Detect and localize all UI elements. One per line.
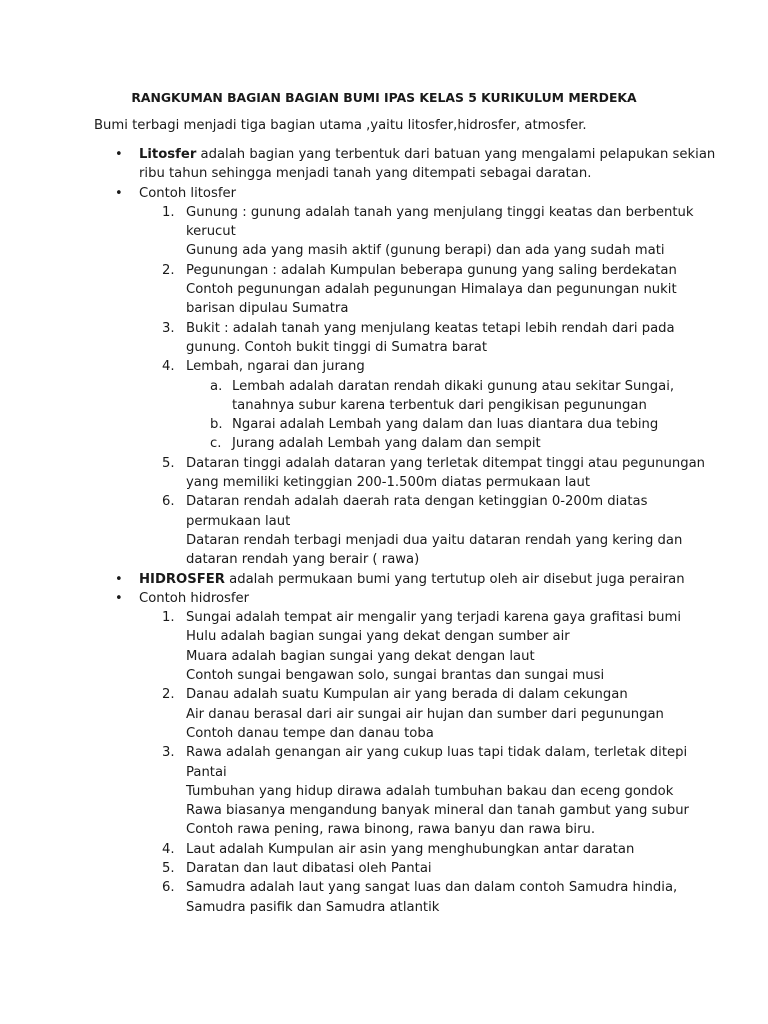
text-line: Dataran tinggi adalah dataran yang terletak ditempat tinggi atau pegunungan bbox=[186, 455, 706, 471]
numbered-item bbox=[0, 878, 678, 917]
text-line: Laut adalah Kumpulan air asin yang menghubungkan antar daratan bbox=[186, 841, 635, 857]
text-line: Gunung ada yang masih aktif (gunung berapi) dan ada yang sudah mati bbox=[186, 243, 665, 259]
text-line: dataran rendah yang berair ( rawa) bbox=[186, 552, 420, 568]
document-content bbox=[0, 145, 768, 917]
text-line: barisan dipulau Sumatra bbox=[186, 301, 349, 317]
text-line: Danau adalah suatu Kumpulan air yang berada di dalam cekungan bbox=[186, 687, 628, 703]
text-line: permukaan laut bbox=[186, 513, 291, 529]
numbered-item bbox=[0, 608, 682, 685]
document-title: RANGKUMAN BAGIAN BAGIAN BUMI IPAS KELAS 5 KURIKULUM MERDEKA bbox=[131, 90, 637, 105]
list-marker: a. bbox=[210, 378, 223, 394]
text-line: Samudra adalah laut yang sangat luas dan dalam contoh Samudra hindia, bbox=[186, 880, 678, 896]
text-line: Gunung : gunung adalah tanah yang menjulang tinggi keatas dan berbentuk bbox=[186, 204, 694, 220]
text-line: Muara adalah bagian sungai yang dekat dengan laut bbox=[186, 648, 535, 664]
text-line: gunung. Contoh bukit tinggi di Sumatra barat bbox=[186, 339, 488, 355]
text-line: Dataran rendah adalah daerah rata dengan ketinggian 0-200m diatas bbox=[186, 494, 648, 510]
text-line: Jurang adalah Lembah yang dalam dan sempit bbox=[232, 436, 541, 452]
list-marker: 1. bbox=[162, 610, 175, 626]
numbered-item bbox=[0, 454, 706, 493]
text-line: Hulu adalah bagian sungai yang dekat dengan sumber air bbox=[186, 629, 570, 645]
list-marker: 3. bbox=[162, 745, 175, 761]
numbered-item bbox=[0, 840, 656, 859]
text-line: ribu tahun sehingga menjadi tanah yang ditempati sebagai daratan. bbox=[139, 166, 592, 182]
list-marker: 2. bbox=[162, 262, 175, 278]
text-line: Tumbuhan yang hidup dirawa adalah tumbuhan bakau dan eceng gondok bbox=[186, 783, 674, 799]
lettered-item bbox=[0, 434, 652, 453]
text-line: Bukit : adalah tanah yang menjulang keatas tetapi lebih rendah dari pada bbox=[186, 320, 675, 336]
list-marker: c. bbox=[210, 436, 222, 452]
text-line: Pantai bbox=[186, 764, 227, 780]
list-marker: b. bbox=[210, 417, 223, 433]
list-marker: 4. bbox=[162, 841, 175, 857]
text-line: tanahnya subur karena terbentuk dari pengikisan pegunungan bbox=[232, 397, 647, 413]
text-line: Contoh sungai bengawan solo, sungai brantas dan sungai musi bbox=[186, 668, 605, 684]
bullet-item bbox=[0, 570, 685, 589]
lettered-item bbox=[0, 377, 675, 416]
list-marker: 3. bbox=[162, 320, 175, 336]
text-line: kerucut bbox=[186, 224, 236, 240]
list-marker: • bbox=[115, 571, 123, 587]
numbered-item bbox=[0, 743, 689, 839]
text-line: Dataran rendah terbagi menjadi dua yaitu dataran rendah yang kering dan bbox=[186, 532, 683, 548]
text-line: Lembah, ngarai dan jurang bbox=[186, 359, 365, 375]
text-line: Contoh hidrosfer bbox=[139, 590, 250, 606]
bold-term: HIDROSFER bbox=[139, 571, 225, 587]
numbered-item bbox=[0, 261, 677, 319]
bullet-item bbox=[0, 184, 669, 203]
list-marker: 1. bbox=[162, 204, 175, 220]
text-line: Contoh danau tempe dan danau toba bbox=[186, 725, 434, 741]
text-line: Litosfer adalah bagian yang terbentuk dari batuan yang mengalami pelapukan sekian bbox=[139, 147, 716, 162]
list-marker: 2. bbox=[162, 687, 175, 703]
text-line: Sungai adalah tempat air mengalir yang terjadi karena gaya grafitasi bumi bbox=[186, 610, 682, 626]
bold-term: Litosfer bbox=[139, 147, 197, 162]
text-line: yang memiliki ketinggian 200-1.500m diatas permukaan laut bbox=[186, 475, 591, 491]
list-marker: • bbox=[115, 147, 123, 162]
bullet-item bbox=[0, 589, 669, 608]
text-line: Daratan dan laut dibatasi oleh Pantai bbox=[186, 860, 432, 876]
text-line: Pegunungan : adalah Kumpulan beberapa gunung yang saling berdekatan bbox=[186, 262, 677, 278]
intro-paragraph: Bumi terbagi menjadi tiga bagian utama ,yaitu litosfer,hidrosfer, atmosfer. bbox=[94, 118, 587, 133]
text-line: Contoh rawa pening, rawa binong, rawa banyu dan rawa biru. bbox=[186, 822, 596, 838]
text-line: HIDROSFER adalah permukaan bumi yang tertutup oleh air disebut juga perairan bbox=[139, 571, 685, 587]
text-line: Rawa adalah genangan air yang cukup luas tapi tidak dalam, terletak ditepi bbox=[186, 745, 688, 761]
list-marker: • bbox=[115, 590, 123, 606]
text-line: Ngarai adalah Lembah yang dalam dan luas diantara dua tebing bbox=[232, 417, 659, 433]
text-line: Samudra pasifik dan Samudra atlantik bbox=[186, 899, 440, 915]
list-marker: • bbox=[115, 185, 123, 201]
list-marker: 6. bbox=[162, 494, 175, 510]
numbered-item bbox=[0, 319, 675, 358]
lettered-item bbox=[0, 415, 659, 434]
numbered-item bbox=[0, 203, 694, 261]
numbered-item bbox=[0, 859, 656, 878]
text-line: Contoh pegunungan adalah pegunungan Himalaya dan pegunungan nukit bbox=[186, 282, 677, 298]
numbered-item bbox=[0, 685, 664, 743]
list-marker: 4. bbox=[162, 359, 175, 375]
bullet-item bbox=[0, 145, 716, 184]
text-line: Contoh litosfer bbox=[139, 185, 237, 201]
list-marker: 5. bbox=[162, 860, 175, 876]
text-line: Air danau berasal dari air sungai air hujan dan sumber dari pegunungan bbox=[186, 706, 664, 722]
numbered-item bbox=[0, 492, 683, 569]
numbered-item bbox=[0, 357, 656, 376]
list-marker: 6. bbox=[162, 880, 175, 896]
list-marker: 5. bbox=[162, 455, 175, 471]
text-line: Lembah adalah daratan rendah dikaki gunung atau sekitar Sungai, bbox=[232, 378, 675, 394]
text-line: Rawa biasanya mengandung banyak mineral dan tanah gambut yang subur bbox=[186, 803, 689, 819]
